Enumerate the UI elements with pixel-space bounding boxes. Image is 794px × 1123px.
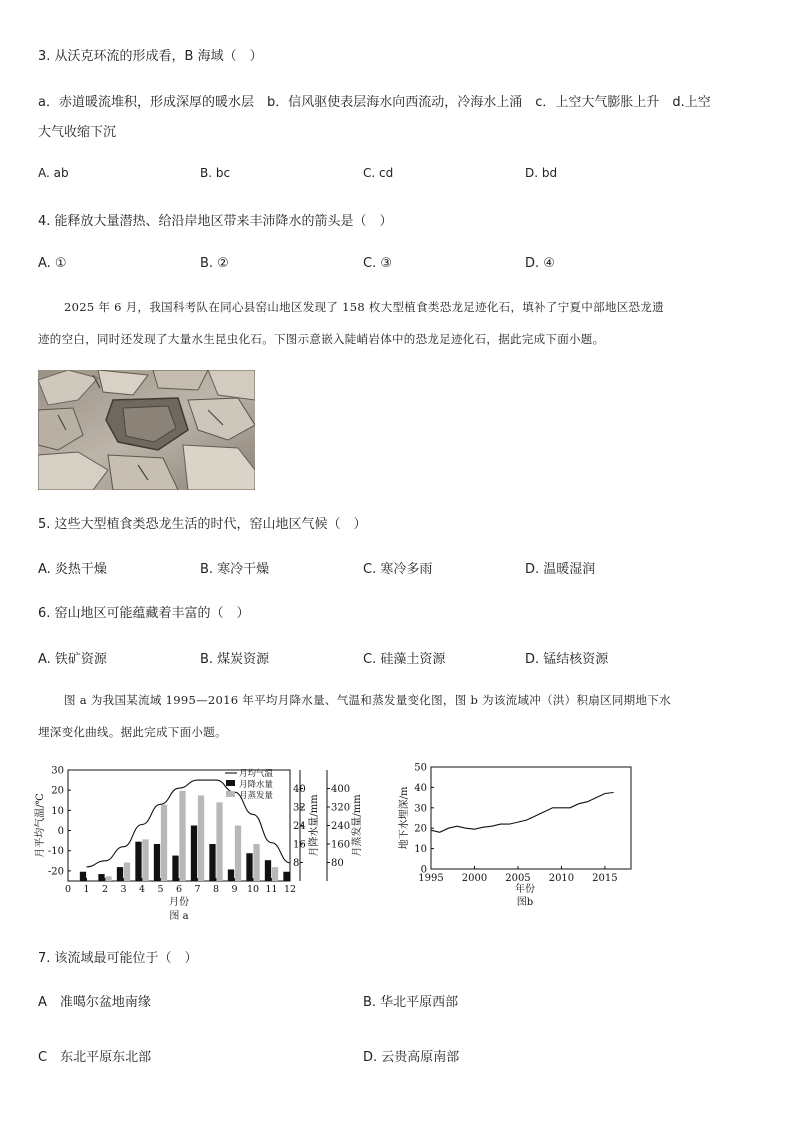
temp-tick-label: -10 xyxy=(47,846,64,858)
passage2-line2: 埋深变化曲线。据此完成下面小题。 xyxy=(38,725,227,739)
q6-stem: 6. 窑山地区可能蕴藏着丰富的（ ） xyxy=(38,606,250,621)
q3-statement-line2: 大气收缩下沉 xyxy=(38,125,117,140)
precip-bar xyxy=(117,867,123,881)
evap-bar xyxy=(198,795,204,881)
precip-bar xyxy=(154,844,160,881)
q6-option-c[interactable]: C. 硅藻土资源 xyxy=(363,652,446,667)
evap-bar xyxy=(161,805,167,881)
month-tick-label: 0 xyxy=(64,884,72,895)
month-tick-label: 3 xyxy=(120,884,127,895)
q7-option-a[interactable]: A 准噶尔盆地南缘 xyxy=(38,995,151,1010)
passage1-line2: 迹的空白，同时还发现了大量水生昆虫化石。下图示意嵌入陡峭岩体中的恐龙足迹化石，据此完成下面小题。 xyxy=(38,332,605,346)
chart-figure-a xyxy=(30,762,370,927)
q4-option-a[interactable]: A. ① xyxy=(38,256,67,271)
month-tick-label: 2 xyxy=(101,884,109,895)
year-tick-label: 2015 xyxy=(592,873,618,884)
q4-stem: 4. 能释放大量潜热、给沿岸地区带来丰沛降水的箭头是（ ） xyxy=(38,214,393,229)
temp-tick-label: 30 xyxy=(51,765,64,777)
evap-tick-label: 160 xyxy=(331,839,351,851)
month-axis-label: 月份 xyxy=(169,897,189,908)
q7-option-d[interactable]: D. 云贵高原南部 xyxy=(363,1050,460,1065)
year-tick-label: 1995 xyxy=(418,873,444,884)
year-axis-label: 年份 xyxy=(515,884,535,895)
evap-bar xyxy=(235,826,241,882)
q7-option-c[interactable]: C 东北平原东北部 xyxy=(38,1050,152,1065)
q7-option-b[interactable]: B. 华北平原西部 xyxy=(363,995,459,1010)
q3-statement-line1: a．赤道暖流堆积，形成深厚的暖水层 b．信风驱使表层海水向西流动，冷海水上涌 c．上空大气膨胀上升 d.上空 xyxy=(38,95,711,110)
precip-axis-label: 月降水量/mm xyxy=(309,794,320,857)
precip-tick-label: 40 xyxy=(293,784,306,795)
precip-bar xyxy=(265,860,271,881)
evap-bar xyxy=(179,791,185,881)
q7-stem: 7. 该流域最可能位于（ ） xyxy=(38,951,198,966)
month-tick-label: 4 xyxy=(138,884,146,895)
month-tick-label: 8 xyxy=(212,884,220,895)
figure-a-caption: 图 a xyxy=(169,911,189,922)
precip-tick-label: 16 xyxy=(293,839,306,851)
evap-tick-label: 320 xyxy=(331,802,351,814)
precip-tick-label: 8 xyxy=(293,858,300,869)
q3-option-c[interactable]: C. cd xyxy=(363,166,394,180)
evap-bar xyxy=(142,839,148,881)
month-tick-label: 9 xyxy=(231,884,238,895)
evap-bar xyxy=(124,863,130,882)
temp-axis-label: 月平均气温/℃ xyxy=(35,793,46,858)
q5-stem: 5. 这些大型植食类恐龙生活的时代，窑山地区气候（ ） xyxy=(38,517,367,532)
passage2-line1: 图 a 为我国某流域 1995—2016 年平均月降水量、气温和蒸发量变化图，图 b 为该流域冲（洪）积扇区同期地下水 xyxy=(64,693,671,707)
legend-evap-swatch xyxy=(226,791,235,797)
month-tick-label: 1 xyxy=(83,884,90,895)
evap-bar xyxy=(253,844,259,881)
precip-bar xyxy=(228,869,234,881)
precip-bar xyxy=(246,853,252,881)
q6-option-d[interactable]: D. 锰结核资源 xyxy=(525,652,609,667)
depth-tick-label: 30 xyxy=(414,803,427,815)
legend-precip-label: 月降水量 xyxy=(239,780,274,790)
temp-tick-label: 10 xyxy=(51,805,64,817)
precip-tick-label: 24 xyxy=(293,821,306,832)
depth-tick-label: 0 xyxy=(420,864,427,876)
q5-option-a[interactable]: A. 炎热干燥 xyxy=(38,562,107,577)
q3-option-b[interactable]: B. bc xyxy=(200,166,231,180)
passage1-line1: 2025 年 6 月，我国科考队在同心县窑山地区发现了 158 枚大型植食类恐龙足迹化石，填补了宁夏中部地区恐龙遗 xyxy=(64,300,664,314)
depth-axis-label: 地下水埋深/m xyxy=(399,786,410,850)
temp-tick-label: 20 xyxy=(51,785,64,797)
q4-option-b[interactable]: B. ② xyxy=(200,256,229,271)
groundwater-depth-line xyxy=(431,793,614,833)
q3-stem: 3. 从沃克环流的形成看，B 海域（ ） xyxy=(38,49,263,64)
temp-tick-label: 0 xyxy=(57,826,64,838)
month-tick-label: 7 xyxy=(194,884,201,895)
precip-bar xyxy=(191,826,197,882)
evap-tick-label: 240 xyxy=(331,821,351,832)
legend-precip-swatch xyxy=(226,780,235,786)
legend-evap-label: 月蒸发量 xyxy=(239,791,274,801)
year-tick-label: 2000 xyxy=(461,873,488,884)
depth-tick-label: 20 xyxy=(414,823,427,835)
month-tick-label: 12 xyxy=(283,884,297,895)
evap-tick-label: 80 xyxy=(331,858,344,869)
month-tick-label: 11 xyxy=(265,884,278,895)
temp-tick-label: -20 xyxy=(47,866,64,878)
evap-bar xyxy=(105,876,111,881)
year-tick-label: 2005 xyxy=(505,873,531,884)
q6-option-b[interactable]: B. 煤炭资源 xyxy=(200,652,270,667)
month-tick-label: 10 xyxy=(246,884,260,895)
evap-axis-label: 月蒸发量/mm xyxy=(352,794,363,857)
evap-tick-label: 400 xyxy=(331,784,351,795)
q6-option-a[interactable]: A. 铁矿资源 xyxy=(38,652,107,667)
precip-bar xyxy=(283,872,289,881)
legend-temp-label: 月均气温 xyxy=(239,769,274,779)
q3-option-a[interactable]: A. ab xyxy=(38,166,69,180)
chart-figure-b xyxy=(395,762,640,917)
depth-tick-label: 40 xyxy=(414,782,427,794)
dinosaur-footprint-photo xyxy=(38,370,255,490)
depth-tick-label: 50 xyxy=(414,762,427,774)
precip-bar xyxy=(98,874,104,881)
precip-bar xyxy=(209,844,215,881)
month-tick-label: 5 xyxy=(157,884,164,895)
depth-tick-label: 10 xyxy=(414,844,427,856)
q5-option-b[interactable]: B. 寒冷干燥 xyxy=(200,562,270,577)
precip-bar xyxy=(135,842,141,881)
year-tick-label: 2010 xyxy=(548,873,575,884)
evap-bar xyxy=(272,867,278,881)
precip-bar xyxy=(80,872,86,881)
q4-option-c[interactable]: C. ③ xyxy=(363,256,392,271)
month-tick-label: 6 xyxy=(175,884,183,895)
evap-bar xyxy=(216,802,222,881)
figure-b-caption: 图b xyxy=(516,897,534,908)
q4-option-d[interactable]: D. ④ xyxy=(525,256,555,271)
q3-option-d[interactable]: D. bd xyxy=(525,166,558,180)
precip-bar xyxy=(172,856,178,881)
q5-option-c[interactable]: C. 寒冷多雨 xyxy=(363,562,433,577)
precip-tick-label: 32 xyxy=(293,802,306,814)
q5-option-d[interactable]: D. 温暖湿润 xyxy=(525,562,596,577)
